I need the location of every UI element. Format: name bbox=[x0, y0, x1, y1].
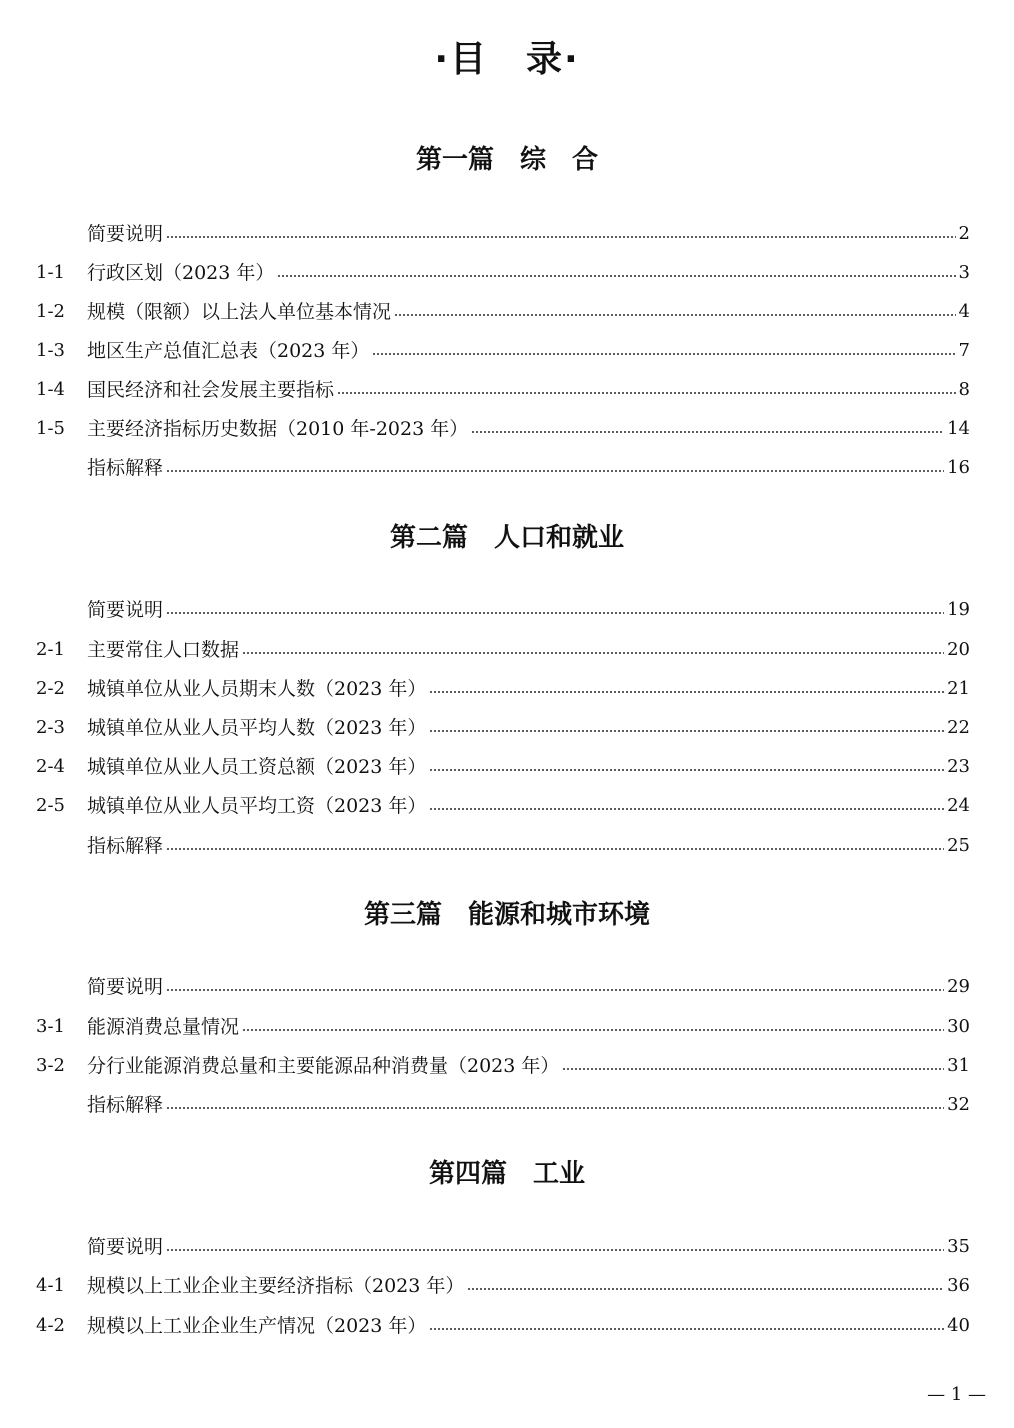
section-heading-4: 第四篇 工业 bbox=[428, 1159, 585, 1189]
entry-number: 4-1 bbox=[36, 1275, 65, 1296]
entry-page: 22 bbox=[947, 717, 970, 738]
toc-entry[interactable] bbox=[36, 1232, 970, 1262]
entry-title: 分行业能源消费总量和主要能源品种消费量（2023 年） bbox=[87, 1055, 560, 1077]
entry-title: 指标解释 bbox=[87, 835, 164, 857]
dot-leader bbox=[242, 652, 944, 654]
entry-page: 24 bbox=[947, 795, 970, 816]
toc-entry[interactable] bbox=[36, 453, 970, 483]
entry-title: 指标解释 bbox=[87, 1094, 164, 1116]
entry-page: 3 bbox=[958, 262, 970, 283]
dot-leader bbox=[467, 1288, 944, 1290]
entry-page: 7 bbox=[958, 340, 970, 361]
dot-leader bbox=[372, 353, 955, 355]
entry-page: 21 bbox=[947, 678, 970, 699]
toc-entry[interactable] bbox=[36, 972, 970, 1002]
dot-leader bbox=[429, 808, 944, 810]
toc-entry[interactable] bbox=[36, 1311, 970, 1341]
entry-number: 4-2 bbox=[36, 1315, 65, 1336]
entry-page: 20 bbox=[947, 639, 970, 660]
toc-entry[interactable] bbox=[36, 336, 970, 366]
dot-leader bbox=[429, 691, 944, 693]
entry-title: 城镇单位从业人员期末人数（2023 年） bbox=[87, 678, 427, 700]
entry-number: 2-1 bbox=[36, 639, 65, 660]
entry-page: 2 bbox=[958, 223, 970, 244]
dot-leader bbox=[166, 612, 944, 614]
entry-title: 地区生产总值汇总表（2023 年） bbox=[87, 340, 370, 362]
entry-title: 指标解释 bbox=[87, 457, 164, 479]
entry-title: 能源消费总量情况 bbox=[87, 1016, 240, 1038]
entry-number: 1-5 bbox=[36, 418, 65, 439]
toc-entry[interactable] bbox=[36, 1051, 970, 1081]
toc-entry[interactable] bbox=[36, 375, 970, 405]
dot-leader bbox=[166, 470, 944, 472]
entry-title: 规模以上工业企业生产情况（2023 年） bbox=[87, 1315, 427, 1337]
entry-number: 3-1 bbox=[36, 1016, 65, 1037]
entry-title: 简要说明 bbox=[87, 223, 164, 245]
dot-leader bbox=[429, 769, 944, 771]
entry-page: 32 bbox=[947, 1094, 970, 1115]
toc-entry[interactable] bbox=[36, 219, 970, 249]
entry-page: 4 bbox=[958, 301, 970, 322]
entry-page: 25 bbox=[947, 835, 970, 856]
entry-page: 36 bbox=[947, 1275, 970, 1296]
dot-leader bbox=[429, 1328, 944, 1330]
entry-title: 主要常住人口数据 bbox=[87, 639, 240, 661]
entry-page: 16 bbox=[947, 457, 970, 478]
toc-entry[interactable] bbox=[36, 258, 970, 288]
entry-title: 规模以上工业企业主要经济指标（2023 年） bbox=[87, 1275, 465, 1297]
entry-number: 2-5 bbox=[36, 795, 65, 816]
entry-number: 3-2 bbox=[36, 1055, 65, 1076]
entry-page: 35 bbox=[947, 1236, 970, 1257]
entry-page: 8 bbox=[958, 379, 970, 400]
dot-leader bbox=[429, 730, 944, 732]
toc-entry[interactable] bbox=[36, 1090, 970, 1120]
entry-page: 40 bbox=[947, 1315, 970, 1336]
dot-leader bbox=[337, 392, 956, 394]
entry-title: 国民经济和社会发展主要指标 bbox=[87, 379, 335, 401]
entry-page: 30 bbox=[947, 1016, 970, 1037]
page-number: — 1 — bbox=[927, 1384, 986, 1405]
toc-entry[interactable] bbox=[36, 635, 970, 665]
entry-title: 城镇单位从业人员平均人数（2023 年） bbox=[87, 717, 427, 739]
entry-number: 2-2 bbox=[36, 678, 65, 699]
entry-page: 19 bbox=[947, 599, 970, 620]
toc-entry[interactable] bbox=[36, 791, 970, 821]
toc-entry[interactable] bbox=[36, 414, 970, 444]
toc-entry[interactable] bbox=[36, 713, 970, 743]
entry-number: 1-1 bbox=[36, 262, 65, 283]
entry-number: 2-3 bbox=[36, 717, 65, 738]
dot-leader bbox=[562, 1068, 944, 1070]
dot-leader bbox=[166, 1107, 944, 1109]
dot-leader bbox=[277, 275, 955, 277]
dot-leader bbox=[166, 236, 956, 238]
entry-number: 2-4 bbox=[36, 756, 65, 777]
toc-entry[interactable] bbox=[36, 595, 970, 625]
entry-page: 14 bbox=[947, 418, 970, 439]
dot-leader bbox=[166, 848, 944, 850]
dot-leader bbox=[166, 1249, 944, 1251]
entry-page: 31 bbox=[947, 1055, 970, 1076]
entry-number: 1-2 bbox=[36, 301, 65, 322]
entry-number: 1-3 bbox=[36, 340, 65, 361]
page-title: ·目 录· bbox=[434, 39, 580, 80]
entry-title: 城镇单位从业人员平均工资（2023 年） bbox=[87, 795, 427, 817]
entry-number: 1-4 bbox=[36, 379, 65, 400]
toc-entry[interactable] bbox=[36, 1012, 970, 1042]
toc-entry[interactable] bbox=[36, 297, 970, 327]
entry-title: 规模（限额）以上法人单位基本情况 bbox=[87, 301, 392, 323]
entry-title: 主要经济指标历史数据（2010 年-2023 年） bbox=[87, 418, 469, 440]
entry-title: 简要说明 bbox=[87, 599, 164, 621]
toc-entry[interactable] bbox=[36, 831, 970, 861]
entry-title: 行政区划（2023 年） bbox=[87, 262, 275, 284]
entry-page: 29 bbox=[947, 976, 970, 997]
dot-leader bbox=[166, 989, 944, 991]
entry-title: 简要说明 bbox=[87, 1236, 164, 1258]
section-heading-3: 第三篇 能源和城市环境 bbox=[363, 900, 650, 930]
section-heading-2: 第二篇 人口和就业 bbox=[389, 523, 624, 553]
entry-title: 城镇单位从业人员工资总额（2023 年） bbox=[87, 756, 427, 778]
dot-leader bbox=[394, 314, 956, 316]
toc-entry[interactable] bbox=[36, 1271, 970, 1301]
entry-page: 23 bbox=[947, 756, 970, 777]
section-heading-1: 第一篇 综 合 bbox=[415, 145, 598, 175]
entry-title: 简要说明 bbox=[87, 976, 164, 998]
dot-leader bbox=[471, 431, 944, 433]
dot-leader bbox=[242, 1029, 944, 1031]
toc-entry[interactable] bbox=[36, 674, 970, 704]
toc-entry[interactable] bbox=[36, 752, 970, 782]
